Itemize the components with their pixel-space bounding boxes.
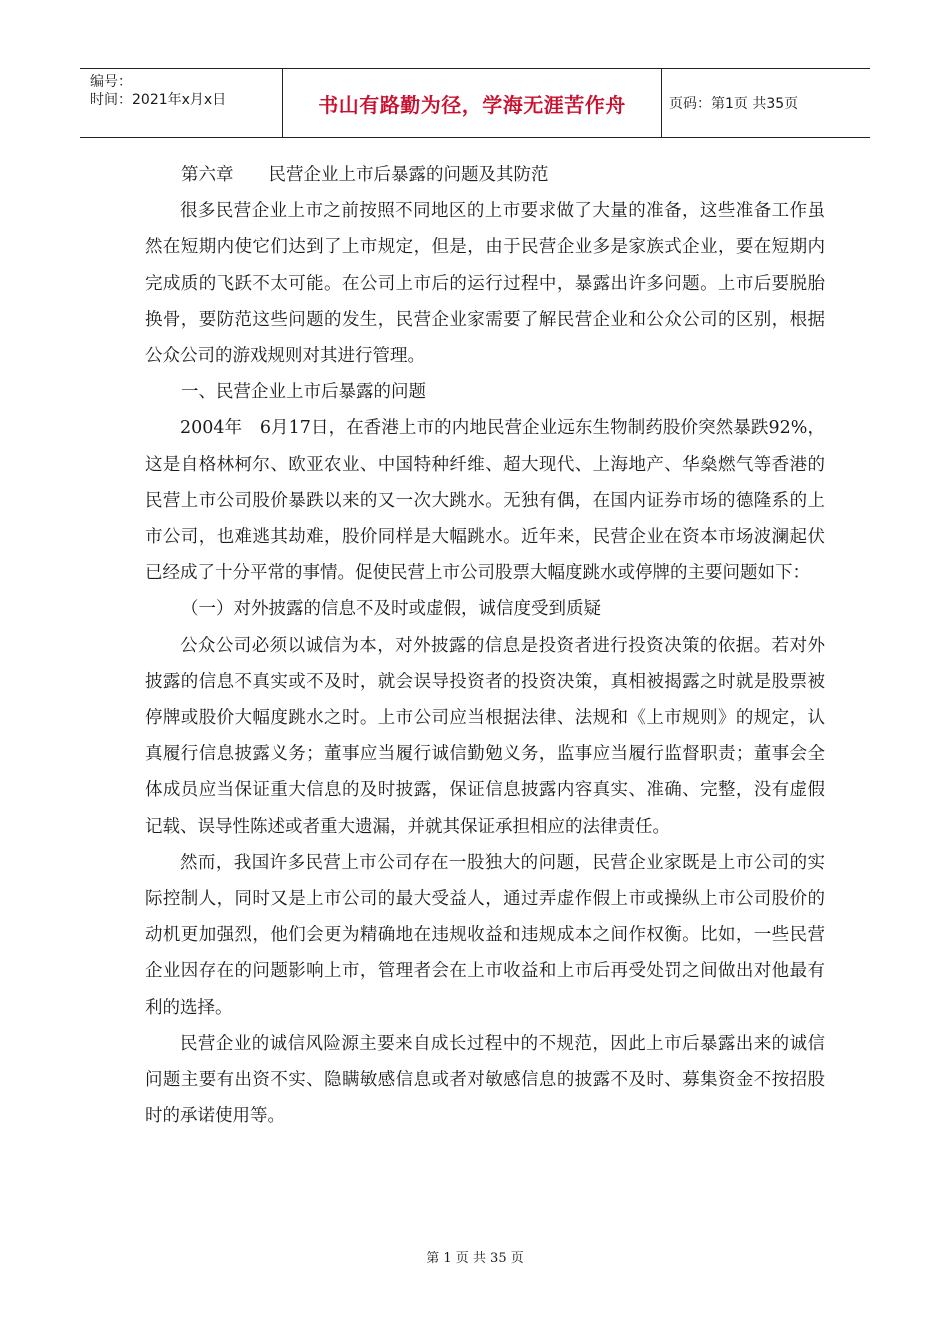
paragraph: 2004年 6月17日，在香港上市的内地民营企业远东生物制药股价突然暴跌92%，这是自格林柯尔、欧亚农业、中国特种纤维、超大现代、上海地产、华燊燃气等香港的民营上市公司股价暴跌以来的又一次大跳水。无独有偶，在国内证券市场的德隆系的上市公司，也难逃其劫难，股价同样是大幅跳水。近年来，民营企业在资本市场波澜起伏已经成了十分平常的事情。促使民营上市公司股票大幅度跳水或停牌的主要问题如下： [145,418,825,584]
header-page-info [665,69,870,137]
page-footer: 第 1 页 共 35 页 [426,1251,524,1266]
header-page-info-text: 页码：第1页 共35页 [669,96,799,112]
section-heading: 一、民营企业上市后暴露的问题 [181,382,426,403]
document-header [80,68,870,138]
header-motto: 书山有路勤为径，学海无涯苦作舟 [282,69,662,137]
paragraph: 然而，我国许多民营上市公司存在一股独大的问题，民营企业家既是上市公司的实际控制人，同时又是上市公司的最大受益人，通过弄虚作假上市或操纵上市公司股价的动机更加强烈，他们会更为精确地在违规收益和违规成本之间作权衡。比如，一些民营企业因存在的问题影响上市，管理者会在上市收益和上市后再受处罚之间做出对他最有利的选择。 [145,852,825,1018]
header-date-label: 时间：2021年x月x日 [90,92,227,108]
paragraph: 很多民营企业上市之前按照不同地区的上市要求做了大量的准备，这些准备工作虽然在短期内使它们达到了上市规定，但是，由于民营企业多是家族式企业，要在短期内完成质的飞跃不太可能。在公司上市后的运行过程中，暴露出许多问题。上市后要脱胎换骨，要防范这些问题的发生，民营企业家需要了解民营企业和公众公司的区别，根据公众公司的游戏规则对其进行管理。 [145,201,825,367]
header-meta [80,69,280,137]
header-number-label: 编号： [90,74,132,90]
chapter-title: 第六章 民营企业上市后暴露的问题及其防范 [181,165,549,185]
paragraph: 公众公司必须以诚信为本，对外披露的信息是投资者进行投资决策的依据。若对外披露的信息不真实或不及时，就会误导投资者的投资决策，真相被揭露之时就是股票被停牌或股价大幅度跳水之时。上市公司应当根据法律、法规和《上市规则》的规定，认真履行信息披露义务；董事应当履行诚信勤勉义务，监事应当履行监督职责；董事会全体成员应当保证重大信息的及时披露，保证信息披露内容真实、准确、完整，没有虚假记载、误导性陈述或者重大遗漏，并就其保证承担相应的法律责任。 [145,635,825,837]
document-body [145,157,825,1134]
subsection-heading: （一）对外披露的信息不及时或虚假，诚信度受到质疑 [181,599,601,620]
paragraph: 民营企业的诚信风险源主要来自成长过程中的不规范，因此上市后暴露出来的诚信问题主要有出资不实、隐瞒敏感信息或者对敏感信息的披露不及时、募集资金不按招股时的承诺使用等。 [145,1033,825,1127]
